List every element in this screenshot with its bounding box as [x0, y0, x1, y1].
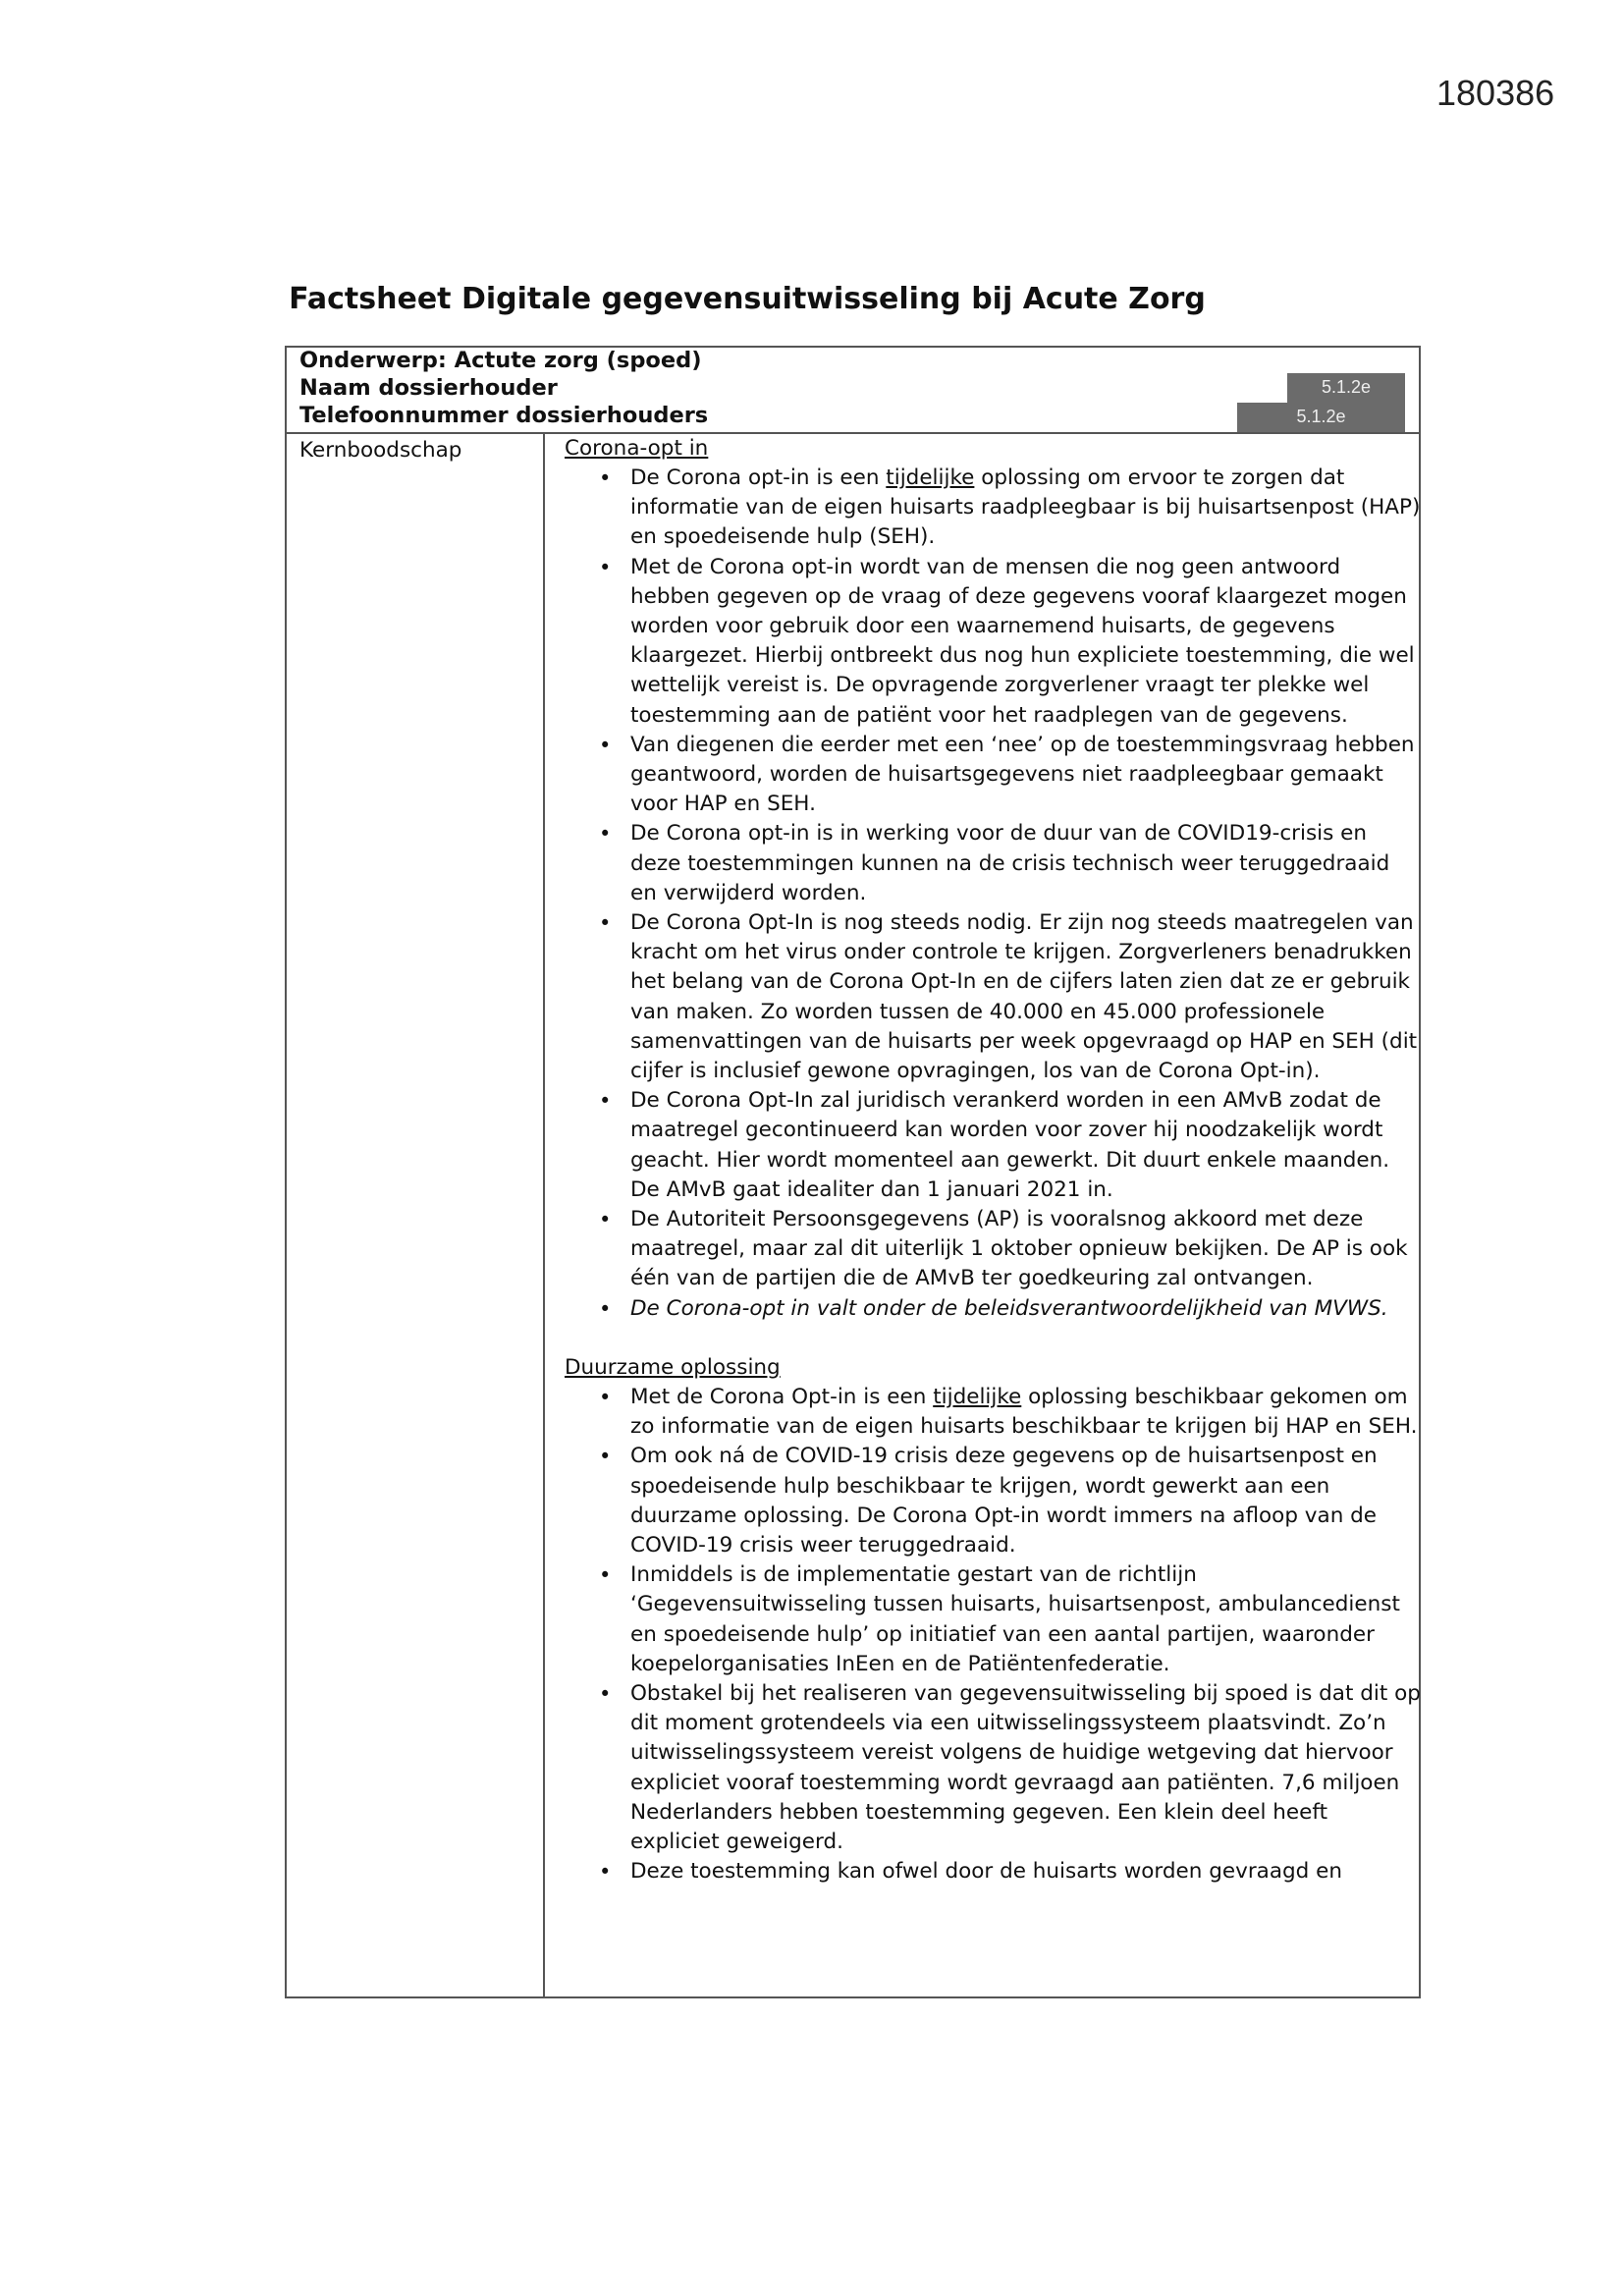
content-column [557, 434, 1421, 1886]
list-item: • De Corona opt-in is een tijdelijke oplossing om ervoor te zorgen dat informatie van de eigen huisarts raadpleegbaar is bij huisartsenpost (HAP) en spoedeisende hulp (SEH). [557, 464, 1421, 553]
header-cell [287, 348, 1419, 434]
bullet-list-corona-opt-in [557, 464, 1421, 1324]
list-item: • Om ook ná de COVID-19 crisis deze gegevens op de huisartsenpost en spoedeisende hulp beschikbaar te krijgen, wordt gewerkt aan een duurzame oplossing. De Corona Opt-in wordt immers na afloop van de COVID-19 crisis weer teruggedraaid. [557, 1442, 1421, 1560]
section-spacer [557, 1324, 1421, 1353]
holder-label: Naam dossierhouder [299, 375, 558, 401]
list-item: • De Corona-opt in valt onder de beleidsverantwoordelijkheid van MVWS. [557, 1294, 1421, 1324]
row-label: Kernboodschap [299, 438, 462, 463]
list-item: • Obstakel bij het realiseren van gegevensuitwisseling bij spoed is dat dit op dit moment grotendeels via een uitwisselingssysteem plaatsvindt. Zo’n uitwisselingssysteem vereist volgens de huidige wetgeving dat hiervoor expliciet vooraf toestemming wordt gevraagd aan patiënten. 7,6 miljoen Nederlanders hebben toestemming gegeven. Een klein deel heeft expliciet geweigerd. [557, 1679, 1421, 1857]
list-item: • Van diegenen die eerder met een ‘nee’ op de toestemmingsvraag hebben geantwoord, worden de huisartsgegevens niet raadpleegbaar gemaakt voor HAP en SEH. [557, 731, 1421, 820]
document-id: 180386 [1436, 73, 1555, 113]
emphasis-text: tijdelijke [886, 465, 975, 490]
list-item: • De Corona Opt-In is nog steeds nodig. Er zijn nog steeds maatregelen van kracht om het virus onder controle te krijgen. Zorgverleners benadrukken het belang van de Corona Opt-In en de cijfers laten zien dat ze er gebruik van maken. Zo worden tussen de 40.000 en 45.000 professionele samenvattingen van de huisarts per week opgevraagd op HAP en SEH (dit cijfer is inclusief gewone opvragingen, los van de Corona Opt-in). [557, 908, 1421, 1086]
label-column [287, 434, 545, 1996]
list-item: • Deze toestemming kan ofwel door de huisarts worden gevraagd en [557, 1857, 1421, 1886]
redaction-box-phone: 5.1.2e [1237, 403, 1405, 432]
list-item: • De Autoriteit Persoonsgegevens (AP) is vooralsnog akkoord met deze maatregel, maar zal dit uiterlijk 1 oktober opnieuw bekijken. De AP is ook één van de partijen die de AMvB ter goedkeuring zal ontvangen. [557, 1205, 1421, 1294]
subject-line: Onderwerp: Actute zorg (spoed) [299, 348, 702, 373]
redaction-box-holder: 5.1.2e [1287, 373, 1405, 403]
section-heading-corona-opt-in: Corona-opt in [565, 436, 709, 461]
list-item: • Met de Corona Opt-in is een tijdelijke oplossing beschikbaar gekomen om zo informatie van de eigen huisarts beschikbaar te krijgen bij HAP en SEH. [557, 1383, 1421, 1442]
phone-label: Telefoonnummer dossierhouders [299, 403, 709, 428]
bullet-list-duurzame-oplossing [557, 1383, 1421, 1886]
list-item: • De Corona Opt-In zal juridisch verankerd worden in een AMvB zodat de maatregel gecontinueerd kan worden voor zover hij noodzakelijk wordt geacht. Hier wordt momenteel aan gewerkt. Dit duurt enkele maanden. De AMvB gaat idealiter dan 1 januari 2021 in. [557, 1086, 1421, 1205]
list-item: • Inmiddels is de implementatie gestart van de richtlijn ‘Gegevensuitwisseling tussen huisarts, huisartsenpost, ambulancedienst en spoedeisende hulp’ op initiatief van een aantal partijen, waaronder koepelorganisaties InEen en de Patiëntenfederatie. [557, 1560, 1421, 1679]
section-heading-duurzame-oplossing: Duurzame oplossing [565, 1354, 781, 1380]
factsheet-table [285, 346, 1421, 1998]
list-item: • Met de Corona opt-in wordt van de mensen die nog geen antwoord hebben gegeven op de vraag of deze gegevens vooraf klaargezet mogen worden voor gebruik door een waarnemend huisarts, de gegevens klaargezet. Hierbij ontbreekt dus nog hun expliciete toestemming, die wel wettelijk vereist is. De opvragende zorgverlener vraagt ter plekke wel toestemming aan de patiënt voor het raadplegen van de gegevens. [557, 553, 1421, 731]
page-title: Factsheet Digitale gegevensuitwisseling bij Acute Zorg [289, 282, 1206, 316]
emphasis-text: tijdelijke [933, 1384, 1022, 1409]
list-item: • De Corona opt-in is in werking voor de duur van de COVID19-crisis en deze toestemmingen kunnen na de crisis technisch weer teruggedraaid en verwijderd worden. [557, 819, 1421, 908]
